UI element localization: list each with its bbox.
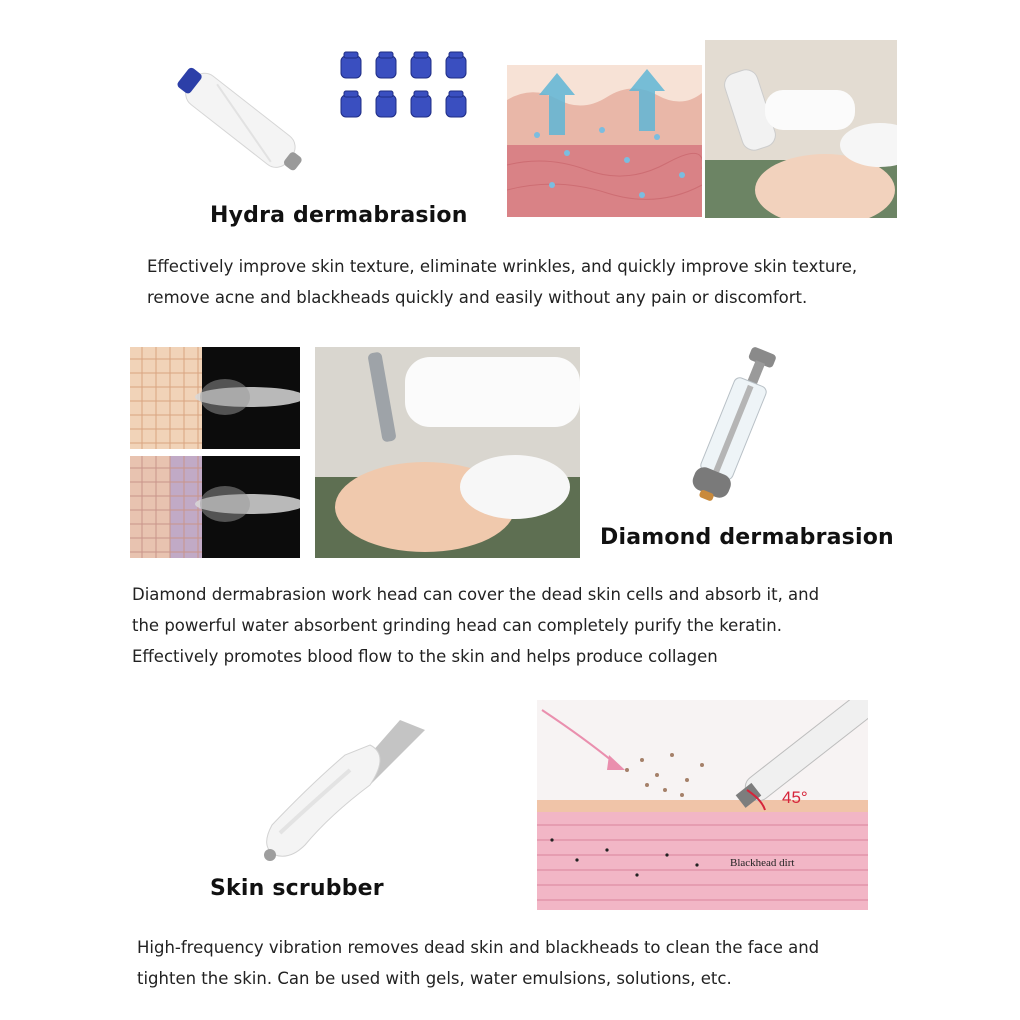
scrubber-skin-diagram <box>537 700 868 910</box>
hydra-treatment-photo <box>705 40 897 218</box>
diamond-wand-image <box>660 335 810 515</box>
scrubber-description-line: tighten the skin. Can be used with gels, water emulsions, solutions, etc. <box>137 969 732 988</box>
hydra-wand-image <box>160 50 325 195</box>
hydra-description <box>147 251 857 313</box>
diamond-title: Diamond dermabrasion <box>600 525 894 550</box>
scrubber-title: Skin scrubber <box>210 876 384 901</box>
diamond-description <box>132 579 819 672</box>
hydra-description-line: remove acne and blackheads quickly and easily without any pain or discomfort. <box>147 288 808 307</box>
diamond-spray-image-top <box>130 347 300 449</box>
diamond-description-line: Diamond dermabrasion work head can cover the dead skin cells and absorb it, and <box>132 585 820 604</box>
hydra-skin-diagram <box>507 65 702 217</box>
blackhead-label: Blackhead dirt <box>730 857 795 869</box>
angle-label: 45° <box>782 788 808 807</box>
diamond-description-line: the powerful water absorbent grinding head can completely purify the keratin. <box>132 616 782 635</box>
diamond-spray-image-bottom <box>130 456 300 558</box>
scrubber-description <box>137 932 819 994</box>
hydra-tips-image <box>335 50 480 125</box>
hydra-description-line: Effectively improve skin texture, eliminate wrinkles, and quickly improve skin texture, <box>147 257 858 276</box>
diamond-treatment-photo <box>315 347 580 558</box>
hydra-title: Hydra dermabrasion <box>210 203 468 228</box>
skin-scrubber-image <box>250 715 430 865</box>
scrubber-description-line: High-frequency vibration removes dead skin and blackheads to clean the face and <box>137 938 820 957</box>
diamond-description-line: Effectively promotes blood flow to the skin and helps produce collagen <box>132 647 718 666</box>
